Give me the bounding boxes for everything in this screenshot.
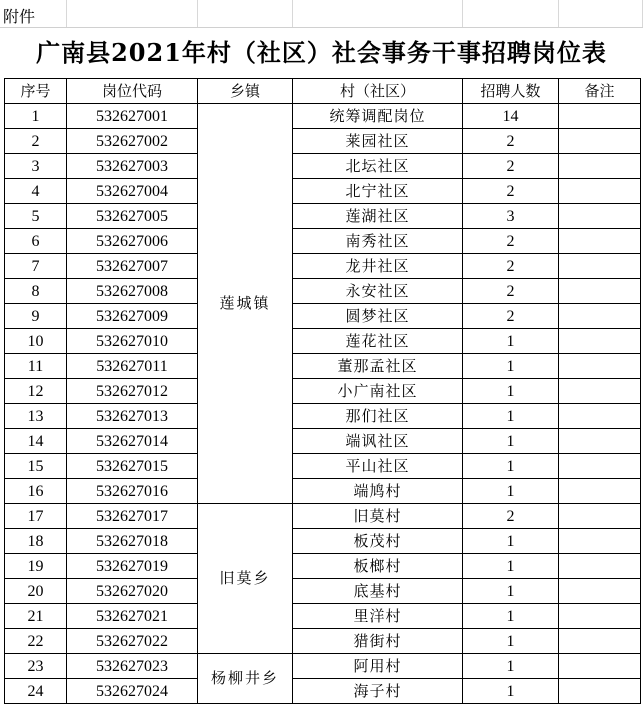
hire-count: 1 <box>463 429 559 454</box>
table-row <box>5 154 641 179</box>
village-name: 莲花社区 <box>293 329 463 354</box>
post-code: 532627024 <box>67 679 198 704</box>
row-note <box>559 129 641 154</box>
post-code: 532627008 <box>67 279 198 304</box>
table-row <box>5 554 641 579</box>
table-row <box>5 454 641 479</box>
row-note <box>559 554 641 579</box>
village-name: 董那孟社区 <box>293 354 463 379</box>
table-row <box>5 329 641 354</box>
row-note <box>559 304 641 329</box>
row-index: 2 <box>5 129 67 154</box>
row-note <box>559 529 641 554</box>
row-index: 18 <box>5 529 67 554</box>
table-row <box>5 679 641 704</box>
table-row <box>5 579 641 604</box>
header-row <box>5 79 641 104</box>
grid-cell <box>66 0 198 27</box>
row-index: 20 <box>5 579 67 604</box>
row-note <box>559 629 641 654</box>
hire-count: 14 <box>463 104 559 129</box>
header-post-code: 岗位代码 <box>67 79 198 104</box>
grid-cell <box>558 0 643 27</box>
grid-cell <box>292 0 463 27</box>
row-note <box>559 679 641 704</box>
row-index: 19 <box>5 554 67 579</box>
post-code: 532627001 <box>67 104 198 129</box>
hire-count: 1 <box>463 654 559 679</box>
table-row <box>5 279 641 304</box>
hire-count: 1 <box>463 479 559 504</box>
post-code: 532627014 <box>67 429 198 454</box>
town-name: 旧莫乡 <box>198 504 293 654</box>
row-note <box>559 479 641 504</box>
row-index: 17 <box>5 504 67 529</box>
village-name: 旧莫村 <box>293 504 463 529</box>
village-name: 那们社区 <box>293 404 463 429</box>
row-index: 23 <box>5 654 67 679</box>
village-name: 海子村 <box>293 679 463 704</box>
row-note <box>559 579 641 604</box>
row-note <box>559 204 641 229</box>
table-row <box>5 204 641 229</box>
hire-count: 2 <box>463 229 559 254</box>
post-code: 532627003 <box>67 154 198 179</box>
row-note <box>559 329 641 354</box>
post-code: 532627006 <box>67 229 198 254</box>
row-note <box>559 654 641 679</box>
hire-count: 1 <box>463 579 559 604</box>
row-note <box>559 504 641 529</box>
row-index: 21 <box>5 604 67 629</box>
village-name: 小广南社区 <box>293 379 463 404</box>
post-code: 532627011 <box>67 354 198 379</box>
table-row <box>5 104 641 129</box>
row-index: 4 <box>5 179 67 204</box>
row-note <box>559 379 641 404</box>
table-row <box>5 504 641 529</box>
village-name: 里洋村 <box>293 604 463 629</box>
table-row <box>5 229 641 254</box>
table-row <box>5 179 641 204</box>
village-name: 北坛社区 <box>293 154 463 179</box>
hire-count: 1 <box>463 354 559 379</box>
village-name: 北宁社区 <box>293 179 463 204</box>
hire-count: 2 <box>463 304 559 329</box>
table-row <box>5 304 641 329</box>
attachment-label: 附件 <box>3 7 36 26</box>
row-index: 15 <box>5 454 67 479</box>
row-note <box>559 229 641 254</box>
row-note <box>559 104 641 129</box>
village-name: 南秀社区 <box>293 229 463 254</box>
header-count: 招聘人数 <box>463 79 559 104</box>
post-code: 532627005 <box>67 204 198 229</box>
row-index: 10 <box>5 329 67 354</box>
hire-count: 1 <box>463 404 559 429</box>
row-index: 9 <box>5 304 67 329</box>
village-name: 阿用村 <box>293 654 463 679</box>
table-row <box>5 254 641 279</box>
hire-count: 3 <box>463 204 559 229</box>
village-name: 莲湖社区 <box>293 204 463 229</box>
row-index: 24 <box>5 679 67 704</box>
post-code: 532627019 <box>67 554 198 579</box>
header-town: 乡镇 <box>198 79 293 104</box>
sheet-top-row <box>0 0 643 28</box>
post-code: 532627009 <box>67 304 198 329</box>
hire-count: 2 <box>463 154 559 179</box>
table-row <box>5 379 641 404</box>
row-note <box>559 254 641 279</box>
post-code: 532627018 <box>67 529 198 554</box>
table-body <box>5 104 641 704</box>
row-note <box>559 154 641 179</box>
post-code: 532627016 <box>67 479 198 504</box>
post-code: 532627007 <box>67 254 198 279</box>
hire-count: 1 <box>463 454 559 479</box>
row-note <box>559 454 641 479</box>
grid-cell <box>462 0 559 27</box>
table-row <box>5 629 641 654</box>
hire-count: 2 <box>463 279 559 304</box>
village-name: 莱园社区 <box>293 129 463 154</box>
post-code: 532627022 <box>67 629 198 654</box>
table-row <box>5 604 641 629</box>
row-index: 6 <box>5 229 67 254</box>
row-index: 14 <box>5 429 67 454</box>
post-code: 532627012 <box>67 379 198 404</box>
row-note <box>559 279 641 304</box>
hire-count: 2 <box>463 504 559 529</box>
row-note <box>559 604 641 629</box>
table-row <box>5 429 641 454</box>
row-index: 3 <box>5 154 67 179</box>
town-name: 杨柳井乡 <box>198 654 293 704</box>
village-name: 平山社区 <box>293 454 463 479</box>
hire-count: 1 <box>463 604 559 629</box>
table-row <box>5 129 641 154</box>
row-note <box>559 179 641 204</box>
header-index: 序号 <box>5 79 67 104</box>
village-name: 猎街村 <box>293 629 463 654</box>
recruitment-table <box>4 78 641 704</box>
row-note <box>559 404 641 429</box>
table-row <box>5 404 641 429</box>
row-index: 16 <box>5 479 67 504</box>
grid-cell <box>197 0 293 27</box>
hire-count: 1 <box>463 529 559 554</box>
post-code: 532627013 <box>67 404 198 429</box>
village-name: 端讽社区 <box>293 429 463 454</box>
row-index: 5 <box>5 204 67 229</box>
village-name: 板茂村 <box>293 529 463 554</box>
row-index: 22 <box>5 629 67 654</box>
village-name: 圆梦社区 <box>293 304 463 329</box>
hire-count: 2 <box>463 179 559 204</box>
table-row <box>5 354 641 379</box>
hire-count: 1 <box>463 554 559 579</box>
post-code: 532627010 <box>67 329 198 354</box>
row-note <box>559 354 641 379</box>
hire-count: 2 <box>463 129 559 154</box>
table-row <box>5 479 641 504</box>
village-name: 端鸠村 <box>293 479 463 504</box>
post-code: 532627021 <box>67 604 198 629</box>
row-index: 7 <box>5 254 67 279</box>
village-name: 底基村 <box>293 579 463 604</box>
village-name: 统筹调配岗位 <box>293 104 463 129</box>
hire-count: 1 <box>463 329 559 354</box>
row-index: 1 <box>5 104 67 129</box>
hire-count: 1 <box>463 679 559 704</box>
post-code: 532627004 <box>67 179 198 204</box>
row-index: 8 <box>5 279 67 304</box>
header-village: 村（社区） <box>293 79 463 104</box>
post-code: 532627002 <box>67 129 198 154</box>
page-title: 广南县2021年村（社区）社会事务干事招聘岗位表 <box>36 38 607 67</box>
row-index: 13 <box>5 404 67 429</box>
post-code: 532627020 <box>67 579 198 604</box>
hire-count: 2 <box>463 254 559 279</box>
header-note: 备注 <box>559 79 641 104</box>
hire-count: 1 <box>463 629 559 654</box>
village-name: 龙井社区 <box>293 254 463 279</box>
post-code: 532627017 <box>67 504 198 529</box>
village-name: 永安社区 <box>293 279 463 304</box>
row-index: 11 <box>5 354 67 379</box>
post-code: 532627023 <box>67 654 198 679</box>
hire-count: 1 <box>463 379 559 404</box>
table-row <box>5 529 641 554</box>
post-code: 532627015 <box>67 454 198 479</box>
village-name: 板榔村 <box>293 554 463 579</box>
table-row <box>5 654 641 679</box>
town-name: 莲城镇 <box>198 104 293 504</box>
row-note <box>559 429 641 454</box>
row-index: 12 <box>5 379 67 404</box>
